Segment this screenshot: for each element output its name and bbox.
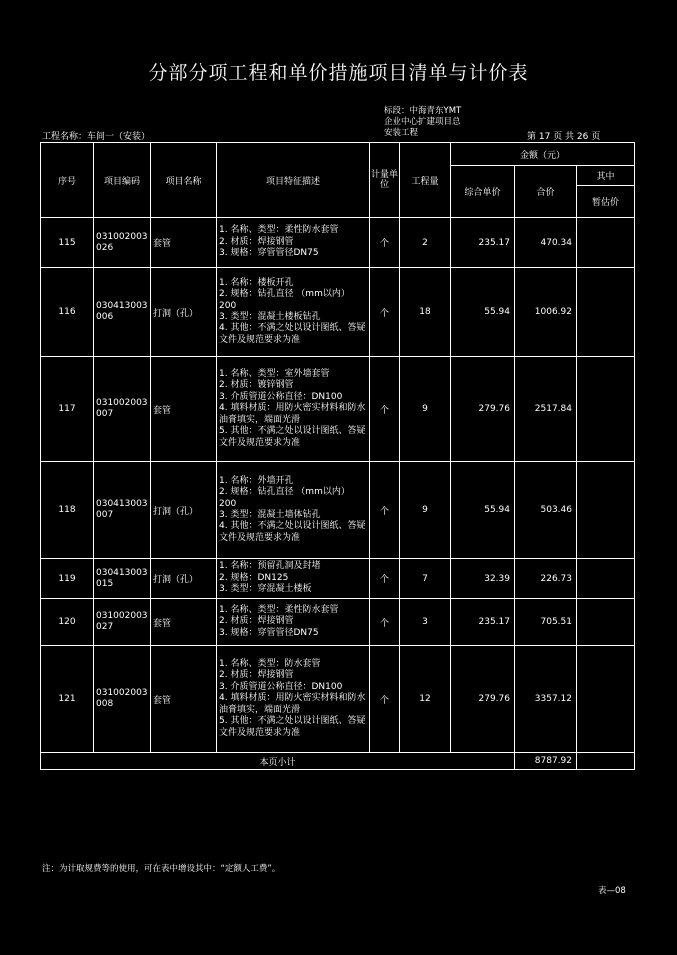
feature-line: 2. 规格：DN125: [219, 572, 289, 583]
row-name: 套管: [151, 218, 217, 268]
feature-line: 4. 其他：不满之处以设计图纸、答疑文件及规范要求为准: [219, 323, 366, 345]
row-provisional: [577, 268, 635, 357]
row-qty: 2: [400, 218, 451, 268]
row-total: 503.46: [515, 462, 577, 559]
header-code: 项目编码: [94, 143, 151, 218]
feature-line: 1. 名称、类型：室外墙套管: [219, 369, 330, 380]
feature-line: 2. 规格：钻孔直径 （mm以内）200: [219, 289, 350, 311]
row-name: 套管: [151, 357, 217, 462]
row-code: 031002003026: [94, 218, 151, 268]
project-line: 安装工程: [384, 128, 419, 138]
row-total: 470.34: [515, 218, 577, 268]
row-provisional: [577, 218, 635, 268]
feature-line: 2. 材质：焊接钢管: [219, 236, 294, 247]
row-unit-price: 235.17: [451, 218, 515, 268]
feature-line: 1. 名称、类型：柔性防水套管: [219, 604, 339, 615]
table-row: [41, 646, 635, 753]
row-seq: 120: [41, 599, 94, 646]
row-unit: 个: [370, 646, 400, 753]
row-features: [217, 599, 370, 646]
feature-line: 1. 名称：楼板开孔: [219, 277, 294, 288]
header-of-which: 其中: [577, 166, 635, 186]
row-qty: 12: [400, 646, 451, 753]
row-unit-price: 279.76: [451, 357, 515, 462]
feature-line: 4. 其他：不满之处以设计图纸、答疑文件及规范要求为准: [219, 521, 366, 543]
row-provisional: [577, 462, 635, 559]
row-code: 030413003006: [94, 268, 151, 357]
row-name: 打洞（孔）: [151, 559, 217, 599]
row-unit: 个: [370, 357, 400, 462]
row-total: 226.73: [515, 559, 577, 599]
row-qty: 9: [400, 357, 451, 462]
row-qty: 3: [400, 599, 451, 646]
row-name: 套管: [151, 599, 217, 646]
row-name: 套管: [151, 646, 217, 753]
row-code: 031002003007: [94, 357, 151, 462]
header-amount: 金额（元）: [451, 143, 635, 166]
feature-line: 3. 介质管道公称直径：DN100: [219, 391, 343, 402]
table-row: [41, 559, 635, 599]
row-features: [217, 218, 370, 268]
feature-line: 3. 介质管道公称直径：DN100: [219, 681, 343, 692]
row-unit: 个: [370, 268, 400, 357]
row-unit-price: 235.17: [451, 599, 515, 646]
feature-line: 3. 类型：混凝土墙体钻孔: [219, 510, 321, 520]
subtotal-row: [41, 753, 635, 770]
header-unit: 计量单位: [370, 143, 400, 218]
feature-line: 3. 类型：混凝土楼板钻孔: [219, 312, 321, 322]
project-name: 工程名称：车间一（安装）: [42, 132, 151, 142]
header-seq: 序号: [41, 143, 94, 218]
header-total: 合价: [515, 166, 577, 218]
row-unit-price: 32.39: [451, 559, 515, 599]
feature-line: 1. 名称、类型：防水套管: [219, 659, 321, 670]
row-total: 2517.84: [515, 357, 577, 462]
row-seq: 116: [41, 268, 94, 357]
project-info: [384, 106, 461, 139]
feature-line: 2. 规格：钻孔直径 （mm以内）200: [219, 487, 350, 509]
row-name: 打洞（孔）: [151, 268, 217, 357]
row-provisional: [577, 559, 635, 599]
row-unit: 个: [370, 462, 400, 559]
row-code: 031002003027: [94, 599, 151, 646]
header-name: 项目名称: [151, 143, 217, 218]
row-seq: 121: [41, 646, 94, 753]
page-info: 第 17 页 共 26 页: [527, 132, 601, 142]
row-unit-price: 55.94: [451, 462, 515, 559]
row-features: [217, 357, 370, 462]
header-qty: 工程量: [400, 143, 451, 218]
row-seq: 117: [41, 357, 94, 462]
row-code: 031002003008: [94, 646, 151, 753]
feature-line: 3. 规格：穿管管径DN75: [219, 248, 319, 259]
project-line: 企业中心扩建项目总: [384, 117, 461, 127]
project-line: 标段：中海青东YMT: [384, 106, 462, 116]
row-name: 打洞（孔）: [151, 462, 217, 559]
row-unit: 个: [370, 218, 400, 268]
feature-line: 2. 材质：镀锌钢管: [219, 380, 294, 391]
row-qty: 18: [400, 268, 451, 357]
header-provisional: 暂估价: [577, 186, 635, 218]
row-unit-price: 55.94: [451, 268, 515, 357]
row-features: [217, 268, 370, 357]
row-seq: 118: [41, 462, 94, 559]
feature-line: 1. 名称、类型：柔性防水套管: [219, 225, 339, 236]
row-total: 705.51: [515, 599, 577, 646]
feature-line: 3. 规格：穿管管径DN75: [219, 627, 319, 638]
bill-table: [40, 142, 635, 770]
table-row: [41, 599, 635, 646]
feature-line: 1. 名称：预留孔洞及封堵: [219, 561, 321, 572]
subtotal-value: 8787.92: [515, 753, 577, 770]
row-qty: 7: [400, 559, 451, 599]
row-features: [217, 559, 370, 599]
table-row: [41, 218, 635, 268]
row-total: 3357.12: [515, 646, 577, 753]
row-code: 030413003007: [94, 462, 151, 559]
row-seq: 119: [41, 559, 94, 599]
feature-line: 1. 名称：外墙开孔: [219, 475, 294, 486]
table-row: [41, 268, 635, 357]
footnote: 注：为计取规费等的使用，可在表中增设其中：“定额人工费”。: [42, 864, 281, 874]
subtotal-label: 本页小计: [41, 753, 515, 770]
subtotal-provisional: [577, 753, 635, 770]
row-provisional: [577, 599, 635, 646]
page-title: 分部分项工程和单价措施项目清单与计价表: [148, 62, 529, 84]
row-features: [217, 646, 370, 753]
row-provisional: [577, 646, 635, 753]
row-unit-price: 279.76: [451, 646, 515, 753]
feature-line: 5. 其他：不满之处以设计图纸、答疑文件及规范要求为准: [219, 426, 366, 448]
feature-line: 3. 类型：穿混凝土楼板: [219, 584, 312, 595]
row-code: 030413003015: [94, 559, 151, 599]
row-provisional: [577, 357, 635, 462]
row-unit: 个: [370, 599, 400, 646]
feature-line: 2. 材质：焊接钢管: [219, 670, 294, 681]
feature-line: 2. 材质：焊接钢管: [219, 616, 294, 627]
header-unit-price: 综合单价: [451, 166, 515, 218]
row-unit: 个: [370, 559, 400, 599]
feature-line: 4. 填料材质：用防火密实材料和防水油膏填实，端面光滑: [219, 693, 366, 715]
row-total: 1006.92: [515, 268, 577, 357]
row-features: [217, 462, 370, 559]
header-features: 项目特征描述: [217, 143, 370, 218]
table-row: [41, 462, 635, 559]
row-qty: 9: [400, 462, 451, 559]
feature-line: 4. 填料材质：用防火密实材料和防水油膏填实，端面光滑: [219, 403, 366, 425]
row-seq: 115: [41, 218, 94, 268]
page-code: 表—08: [598, 886, 626, 896]
feature-line: 5. 其他：不满之处以设计图纸、答疑文件及规范要求为准: [219, 716, 366, 738]
table-row: [41, 357, 635, 462]
